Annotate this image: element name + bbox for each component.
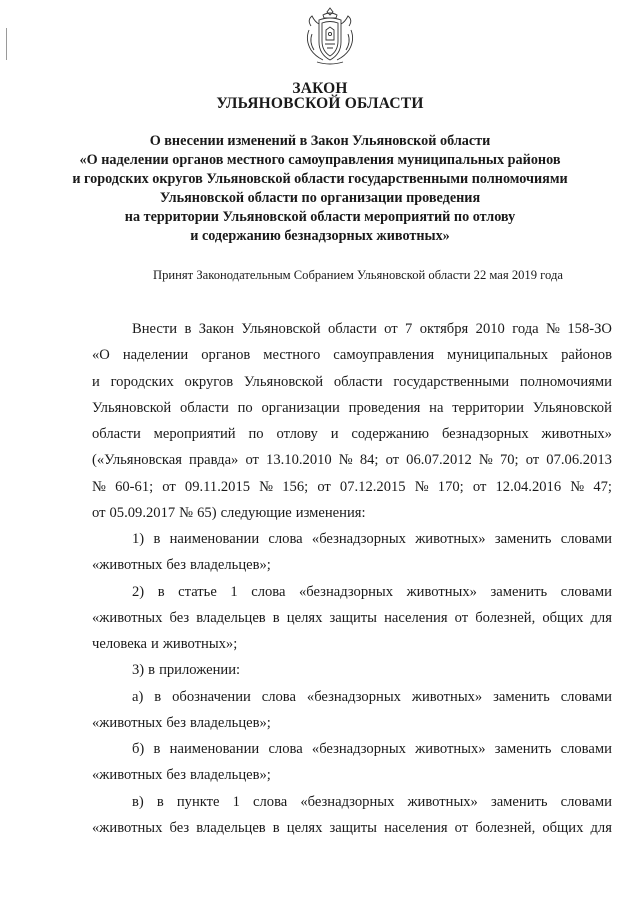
coat-of-arms-emblem bbox=[303, 6, 357, 66]
body-line: «животных без владельцев»; bbox=[92, 557, 271, 574]
margin-mark bbox=[6, 28, 7, 60]
region-heading: УЛЬЯНОВСКОЙ ОБЛАСТИ bbox=[216, 95, 424, 112]
subject-line: и содержанию безнадзорных животных» bbox=[190, 228, 450, 244]
body-line: «животных без владельцев в целях защиты населения от болезней, общих для bbox=[92, 609, 612, 626]
body-line: Ульяновской области по организации проведения на территории Ульяновской bbox=[92, 399, 612, 416]
body-line: («Ульяновская правда» от 13.10.2010 № 84; от 06.07.2012 № 70; от 07.06.2013 bbox=[92, 452, 612, 469]
subject-line: на территории Ульяновской области мероприятий по отлову bbox=[124, 209, 516, 225]
body-line: области мероприятий по отлову и содержанию безнадзорных животных» bbox=[92, 426, 612, 442]
body-line: «животных без владельцев»; bbox=[92, 767, 271, 784]
body-line: б) в наименовании слова «безнадзорных животных» заменить словами bbox=[132, 741, 612, 757]
body-line: «О наделении органов местного самоуправления муниципальных районов bbox=[92, 347, 612, 364]
body-line: 3) в приложении: bbox=[132, 662, 241, 679]
body-line: 2) в статье 1 слова «безнадзорных животных» заменить словами bbox=[132, 583, 612, 600]
body-line: от 05.09.2017 № 65) следующие изменения: bbox=[92, 504, 366, 521]
subject-line: Ульяновской области по организации проведения bbox=[159, 190, 481, 206]
adoption-note: Принят Законодательным Собранием Ульяновской области 22 мая 2019 года bbox=[153, 268, 563, 282]
body-line: и городских округов Ульяновской области государственными полномочиями bbox=[92, 373, 612, 390]
subject-line: и городских округов Ульяновской области государственными полномочиями bbox=[72, 171, 568, 187]
subject-line: «О наделении органов местного самоуправления муниципальных районов bbox=[79, 152, 561, 168]
document-type-heading: ЗАКОН bbox=[292, 80, 348, 97]
body-line: а) в обозначении слова «безнадзорных животных» заменить словами bbox=[132, 688, 612, 705]
body-line: «животных без владельцев»; bbox=[92, 714, 271, 731]
body-line: Внести в Закон Ульяновской области от 7 октября 2010 года № 158-ЗО bbox=[132, 321, 612, 337]
body-line: в) в пункте 1 слова «безнадзорных животных» заменить словами bbox=[132, 793, 612, 810]
subject-line: О внесении изменений в Закон Ульяновской области bbox=[149, 133, 491, 149]
law-subject bbox=[60, 132, 580, 246]
body-line: 1) в наименовании слова «безнадзорных животных» заменить словами bbox=[132, 531, 612, 547]
body-line: человека и животных»; bbox=[92, 636, 238, 652]
body-line: № 60-61; от 09.11.2015 № 156; от 07.12.2015 № 170; от 12.04.2016 № 47; bbox=[92, 478, 612, 495]
body-line: «животных без владельцев в целях защиты населения от болезней, общих для bbox=[92, 819, 612, 836]
